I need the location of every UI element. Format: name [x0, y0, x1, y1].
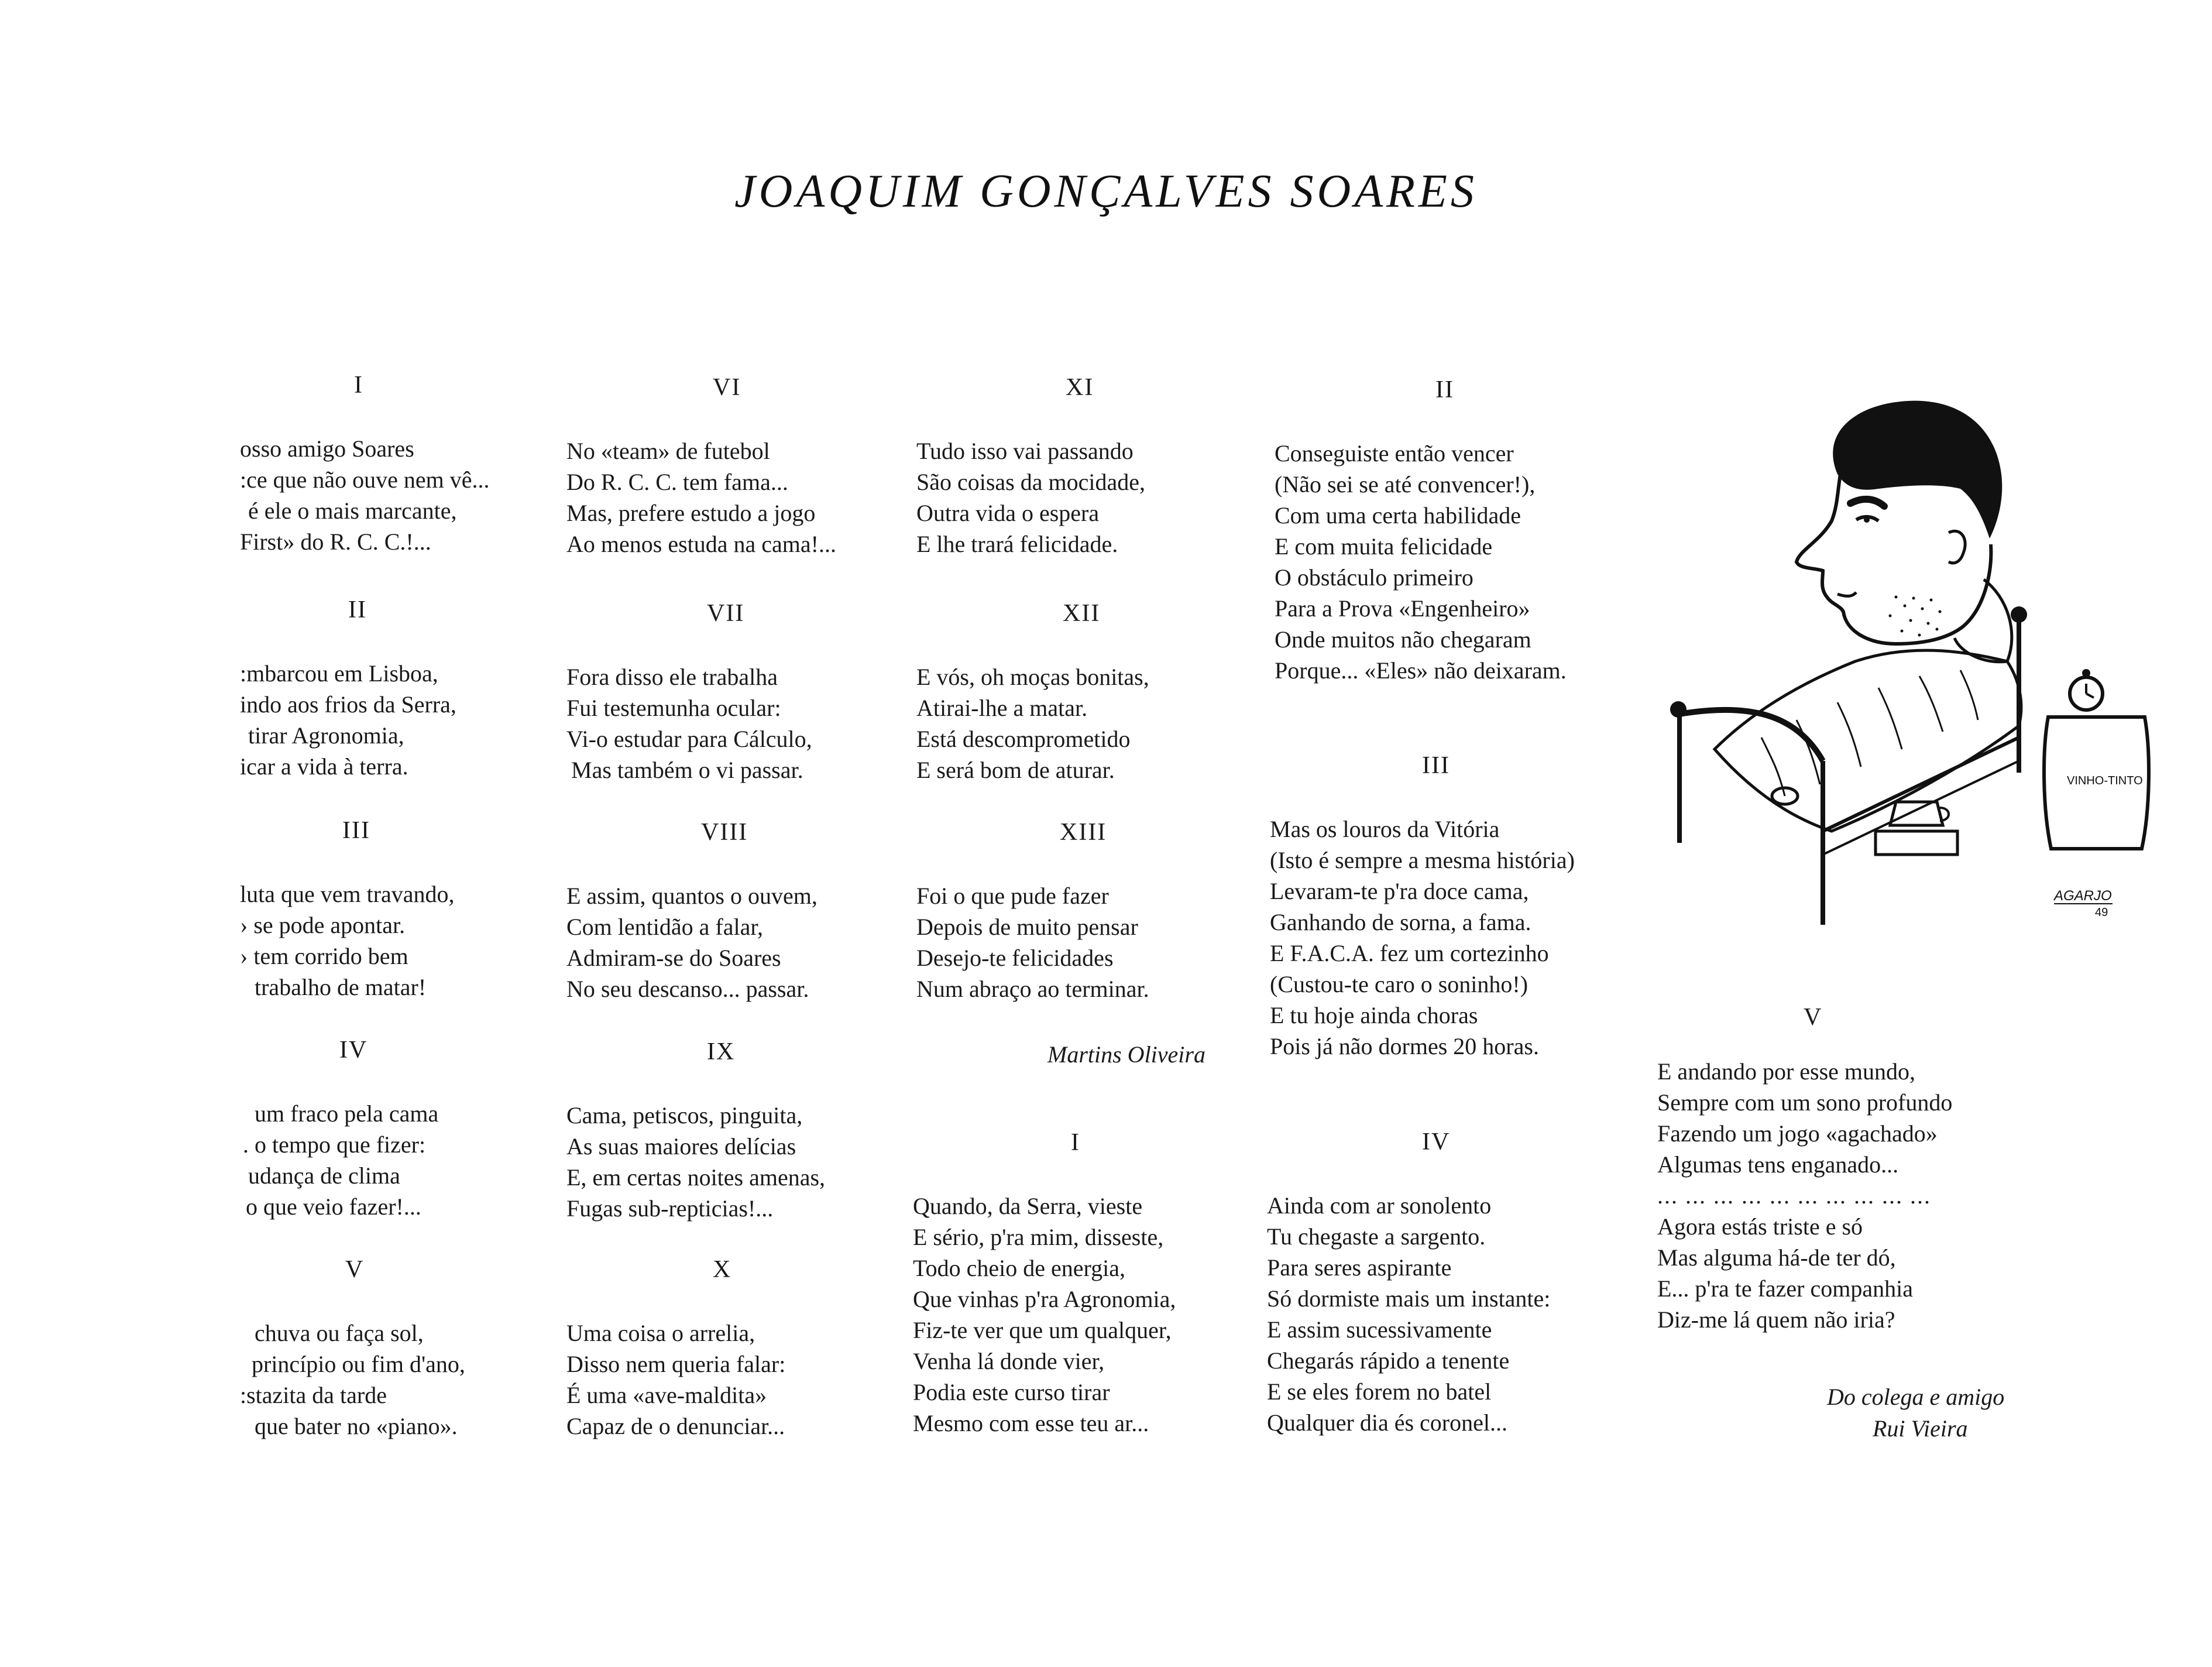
- stanza-c2-2: [566, 598, 941, 786]
- verse-line: Venha lá donde vier,: [913, 1348, 1105, 1374]
- verse-line: luta que vem travando,: [240, 881, 455, 907]
- verse-line: :stazita da tarde: [240, 1382, 387, 1408]
- verse-line: Fiz-te ver que um qualquer,: [913, 1317, 1172, 1343]
- verse-line: Do R. C. C. tem fama...: [566, 469, 788, 495]
- verse-line: Mas alguma há-de ter dó,: [1657, 1244, 1896, 1271]
- footboard-knob: [1670, 701, 1687, 718]
- verse-line: . o tempo que fizer:: [243, 1131, 426, 1158]
- verse-line: Tu chegaste a sargento.: [1267, 1223, 1486, 1250]
- verse-line: que bater no «piano».: [255, 1413, 458, 1439]
- verse-line: Para seres aspirante: [1267, 1254, 1452, 1281]
- stanza-numeral: I: [354, 372, 363, 399]
- verse-line: Mas os louros da Vitória: [1270, 816, 1500, 842]
- verse-line: Porque... «Eles» não deixaram.: [1275, 657, 1567, 684]
- verse-line: E, em certas noites amenas,: [566, 1164, 826, 1191]
- verse-line: icar a vida à terra.: [240, 753, 408, 780]
- verse-line: › tem corrido bem: [240, 943, 408, 969]
- verse-line: E F.A.C.A. fez um cortezinho: [1270, 940, 1549, 966]
- verse-line: Disso nem queria falar:: [566, 1351, 786, 1377]
- artist-year: 49: [2095, 906, 2108, 919]
- stanza-c1-2: [240, 595, 614, 782]
- verse-line: E tu hoje ainda choras: [1270, 1002, 1478, 1028]
- blanket: [1715, 650, 2021, 831]
- verse-line: Mas, prefere estudo a jogo: [566, 500, 816, 526]
- verse-line: E andando por esse mundo,: [1657, 1058, 1916, 1085]
- stanza-numeral: II: [348, 596, 367, 623]
- stanza-c3-3: [916, 817, 1291, 1004]
- verse-line: Todo cheio de energia,: [913, 1255, 1125, 1281]
- verse-line: Mesmo com esse teu ar...: [913, 1410, 1149, 1436]
- verse-line: E com muita felicidade: [1275, 533, 1493, 560]
- ellipsis-line: ... ... ... ... ... ... ... ... ... ...: [1657, 1182, 1931, 1209]
- stanza-numeral: XII: [1063, 600, 1101, 627]
- verse-line: São coisas da mocidade,: [916, 469, 1145, 495]
- stanza-c2-3: [566, 817, 941, 1004]
- signature-dedication: Do colega e amigo: [1827, 1384, 2005, 1410]
- verse-line: Podia este curso tirar: [913, 1379, 1110, 1405]
- verse-line: Sempre com um sono profundo: [1657, 1089, 1953, 1116]
- verse-line: Com lentidão a falar,: [566, 914, 764, 940]
- verse-line: Ao menos estuda na cama!...: [566, 531, 836, 557]
- stanza-c4-1: [1275, 375, 1649, 686]
- verse-line: Para a Prova «Engenheiro»: [1275, 595, 1530, 622]
- verse-line: indo aos frios da Serra,: [240, 691, 456, 718]
- verse-line: E sério, p'ra mim, disseste,: [913, 1224, 1164, 1250]
- verse-line: E assim sucessivamente: [1267, 1316, 1492, 1343]
- verse-line: osso amigo Soares: [240, 435, 414, 462]
- verse-line: (Não sei se até convencer!),: [1275, 471, 1536, 498]
- verse-line: Levaram-te p'ra doce cama,: [1270, 878, 1529, 904]
- verse-line: Uma coisa o arrelia,: [566, 1320, 755, 1346]
- verse-line: Diz-me lá quem não iria?: [1657, 1306, 1895, 1333]
- verse-line: Conseguiste então vencer: [1275, 440, 1514, 467]
- verse-line: (Custou-te caro o soninho!): [1270, 971, 1529, 997]
- verse-line: Tudo isso vai passando: [916, 438, 1134, 464]
- verse-line: Que vinhas p'ra Agronomia,: [913, 1286, 1176, 1312]
- verse-line: Capaz de o denunciar...: [566, 1413, 785, 1439]
- verse-line: Está descomprometido: [916, 726, 1131, 752]
- verse-line: Admiram-se do Soares: [566, 945, 781, 971]
- verse-line: :mbarcou em Lisboa,: [240, 660, 438, 687]
- verse-line: (Isto é sempre a mesma história): [1270, 847, 1575, 873]
- stanza-numeral: IX: [707, 1038, 736, 1065]
- verse-line: Pois já não dormes 20 horas.: [1270, 1033, 1539, 1059]
- stanza-numeral: I: [1071, 1129, 1080, 1156]
- verse-line: Fui testemunha ocular:: [566, 695, 781, 721]
- verse-line: é ele o mais marcante,: [248, 498, 457, 524]
- stanza-numeral: VII: [707, 600, 745, 627]
- verse-line: E vós, oh moças bonitas,: [916, 664, 1149, 690]
- verse-line: É uma «ave-maldita»: [566, 1382, 767, 1408]
- stanza-numeral: III: [1422, 752, 1450, 779]
- verse-line: trabalho de matar!: [255, 974, 427, 1000]
- stanza-numeral: V: [1804, 1004, 1823, 1031]
- stanza-numeral: XI: [1066, 374, 1094, 401]
- verse-line: › se pode apontar.: [240, 912, 406, 938]
- verse-line: udança de clima: [248, 1162, 400, 1189]
- page-title: JOAQUIM GONÇALVES SOARES: [734, 166, 1478, 217]
- verse-line: O obstáculo primeiro: [1275, 564, 1473, 591]
- stanza-c3-4: [913, 1127, 1287, 1439]
- headboard-knob: [2011, 606, 2027, 623]
- verse-line: Vi-o estudar para Cálculo,: [566, 726, 812, 752]
- eyebrow: [1850, 499, 1884, 506]
- verse-line: Chegarás rápido a tenente: [1267, 1347, 1510, 1374]
- stanza-c1-4: [240, 1035, 614, 1222]
- verse-line: As suas maiores delícias: [566, 1133, 796, 1160]
- stanza-numeral: VI: [713, 374, 741, 401]
- verse-line: Mas também o vi passar.: [571, 757, 803, 783]
- stanza-c2-5: [566, 1254, 941, 1442]
- artist-signature: AGARJO: [2054, 888, 2112, 904]
- verse-line: Algumas tens enganado...: [1657, 1151, 1899, 1178]
- verse-line: chuva ou faça sol,: [255, 1320, 424, 1346]
- verse-line: Fugas sub-repticias!...: [566, 1195, 774, 1222]
- stanza-numeral: X: [713, 1256, 732, 1283]
- stanza-c5-1: [1657, 1002, 2032, 1335]
- verse-line: E se eles forem no batel: [1267, 1378, 1492, 1405]
- verse-line: Fora disso ele trabalha: [566, 664, 778, 690]
- verse-line: Agora estás triste e só: [1657, 1213, 1863, 1240]
- barrel-label: VINHO-TINTO: [2067, 774, 2143, 787]
- books: [1876, 831, 1957, 855]
- verse-line: o que veio fazer!...: [246, 1193, 421, 1220]
- verse-line: Com uma certa habilidade: [1275, 502, 1521, 529]
- stanza-c4-2: [1270, 750, 1644, 1062]
- verse-line: Desejo-te felicidades: [916, 945, 1114, 971]
- verse-line: Foi o que pude fazer: [916, 883, 1109, 909]
- stanza-numeral: IV: [339, 1037, 368, 1064]
- stanza-numeral: VIII: [701, 819, 748, 846]
- verse-line: E lhe trará felicidade.: [916, 531, 1118, 557]
- cup: [1890, 802, 1943, 825]
- verse-line: Qualquer dia és coronel...: [1267, 1409, 1507, 1436]
- stanza-numeral: IV: [1422, 1129, 1451, 1155]
- signature-rui-vieira: Rui Vieira: [1873, 1415, 1968, 1442]
- verse-line: Só dormiste mais um instante:: [1267, 1285, 1551, 1312]
- verse-line: No seu descanso... passar.: [566, 976, 809, 1002]
- verse-line: E será bom de aturar.: [916, 757, 1115, 783]
- signature-martins-oliveira: Martins Oliveira: [1047, 1041, 1205, 1068]
- stanza-c1-1: [240, 370, 614, 557]
- stanza-c2-4: [566, 1037, 941, 1224]
- stanza-numeral: V: [345, 1256, 365, 1283]
- verse-line: Ganhando de sorna, a fama.: [1270, 909, 1531, 935]
- verse-line: Outra vida o espera: [916, 500, 1100, 526]
- verse-line: First» do R. C. C.!...: [240, 529, 431, 555]
- mouth: [1837, 592, 1856, 596]
- stanza-c1-5: [240, 1254, 614, 1442]
- ear: [1949, 531, 1965, 563]
- caricature-illustration: [1644, 386, 2171, 937]
- verse-line: Ainda com ar sonolento: [1267, 1192, 1492, 1219]
- verse-line: tirar Agronomia,: [248, 722, 404, 749]
- verse-line: Onde muitos não chegaram: [1275, 626, 1531, 653]
- stanza-c3-1: [916, 372, 1291, 560]
- verse-line: Num abraço ao terminar.: [916, 976, 1149, 1002]
- verse-line: No «team» de futebol: [566, 438, 770, 464]
- verse-line: um fraco pela cama: [255, 1100, 439, 1127]
- stanza-c4-3: [1267, 1127, 1641, 1438]
- stanza-numeral: XIII: [1060, 819, 1107, 846]
- verse-line: Depois de muito pensar: [916, 914, 1138, 940]
- stanza-numeral: III: [342, 817, 370, 844]
- verse-line: princípio ou fim d'ano,: [252, 1351, 465, 1377]
- verse-line: Atirai-lhe a matar.: [916, 695, 1088, 721]
- verse-line: Quando, da Serra, vieste: [913, 1193, 1143, 1219]
- stanza-c3-2: [916, 598, 1291, 786]
- stanza-c1-3: [240, 815, 614, 1003]
- verse-line: :ce que não ouve nem vê...: [240, 467, 490, 493]
- verse-line: E... p'ra te fazer companhia: [1657, 1275, 1913, 1302]
- stanza-c2-1: [566, 372, 941, 560]
- verse-line: Fazendo um jogo «agachado»: [1657, 1120, 1938, 1147]
- verse-line: E assim, quantos o ouvem,: [566, 883, 818, 909]
- stanza-numeral: II: [1435, 376, 1454, 403]
- verse-line: Cama, petiscos, pinguita,: [566, 1102, 803, 1129]
